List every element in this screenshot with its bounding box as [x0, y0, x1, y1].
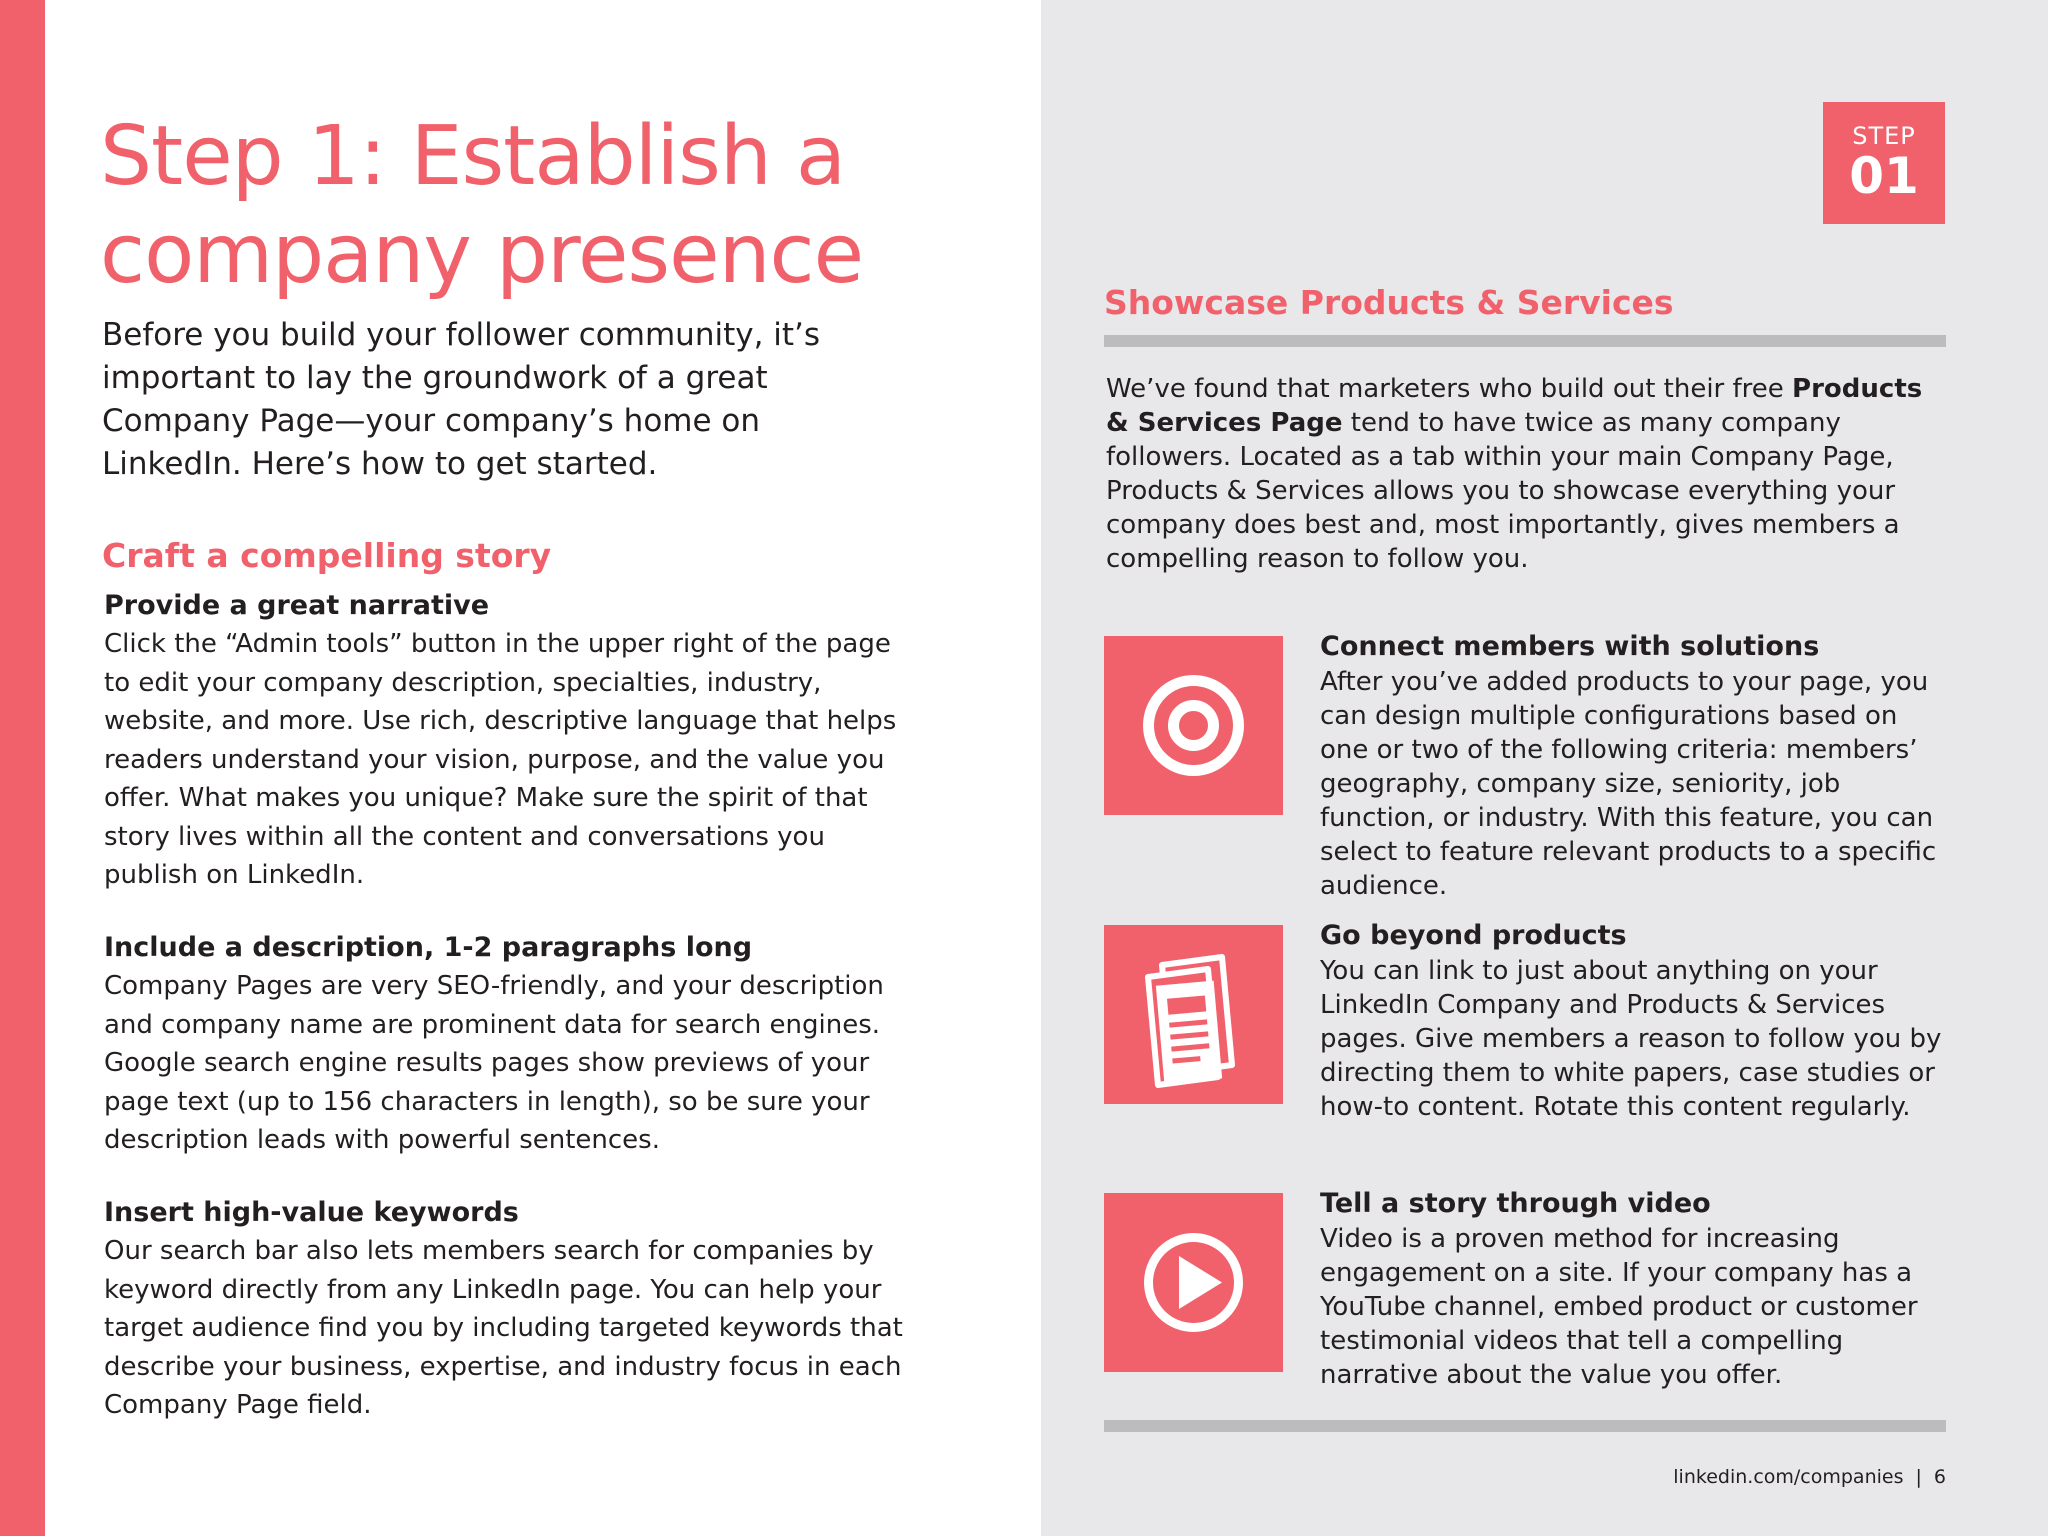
- block-body: Click the “Admin tools” button in the upper right of the page to edit your company description, specialties, industry, website, and more. Use rich, descriptive language that helps readers understand your vision, purpose, and the value you offer. What makes you unique? Make sure the spirit of that story lives within all the content and conversations you publish on LinkedIn.: [104, 629, 897, 890]
- play-icon: [1104, 1193, 1283, 1372]
- intro-paragraph: Before you build your follower community, it’s important to lay the groundwork of a great Company Page—your company’s home on LinkedIn. Here’s how to get started.: [102, 317, 821, 482]
- bottom-divider: [1104, 1420, 1946, 1432]
- documents-icon: [1104, 925, 1283, 1104]
- intro-text-start: We’ve found that marketers who build out their free: [1106, 374, 1793, 404]
- feature-heading: Connect members with solutions: [1320, 631, 1820, 662]
- intro-text-bold: Products & Services Page: [1106, 374, 1923, 438]
- target-icon: [1104, 636, 1283, 815]
- footer-separator: |: [1915, 1466, 1922, 1488]
- feature-video-story: [1320, 1186, 1950, 1392]
- page-title: Step 1: Establish a company presence: [100, 109, 864, 302]
- feature-heading: Tell a story through video: [1320, 1188, 1711, 1219]
- block-body: Company Pages are very SEO-friendly, and your description and company name are prominent data for search engines. Google search engine results pages show previews of your page text (up to 156 characters in length), so be sure your description leads with powerful sentences.: [104, 971, 884, 1155]
- description-block: [104, 929, 904, 1160]
- top-divider: [1104, 335, 1946, 347]
- block-heading: Include a description, 1-2 paragraphs long: [104, 932, 753, 963]
- step-badge: [1823, 102, 1945, 224]
- narrative-block: [104, 587, 904, 895]
- page-footer: [1673, 1466, 1946, 1488]
- block-body: Our search bar also lets members search for companies by keyword directly from any LinkedIn page. You can help your target audience find you by including targeted keywords that describe your business, expertise, and industry focus in each Company Page field.: [104, 1236, 903, 1420]
- keywords-block: [104, 1194, 904, 1425]
- feature-body: You can link to just about anything on your LinkedIn Company and Products & Services pages. Give members a reason to follow you by directing them to white papers, case studies or how-to content. Rotate this content regularly.: [1320, 956, 1942, 1122]
- block-heading: Provide a great narrative: [104, 590, 490, 621]
- footer-url: linkedin.com/companies: [1673, 1466, 1904, 1488]
- accent-bar: [0, 0, 45, 1536]
- step-number: 01: [1849, 147, 1919, 205]
- feature-body: Video is a proven method for increasing engagement on a site. If your company has a YouTube channel, embed product or customer testimonial videos that tell a compelling narrative about the value you offer.: [1320, 1224, 1918, 1390]
- feature-heading: Go beyond products: [1320, 920, 1627, 951]
- intro-text-end: tend to have twice as many company followers. Located as a tab within your main Company Page, Products & Services allows you to showcase everything your company does best and, most importantly, gives members a compelling reason to follow you.: [1106, 408, 1900, 574]
- section-heading: Craft a compelling story: [102, 536, 552, 575]
- feature-body: After you’ve added products to your page, you can design multiple configurations based on one or two of the following criteria: members’ geography, company size, seniority, job function, or industry. With this feature, you can select to feature relevant products to a specific audience.: [1320, 667, 1937, 901]
- page-number: 6: [1933, 1466, 1946, 1488]
- products-services-intro: [1106, 372, 1946, 576]
- products-services-heading: Showcase Products & Services: [1104, 283, 1674, 322]
- block-heading: Insert high-value keywords: [104, 1197, 519, 1228]
- step-label: STEP: [1852, 122, 1916, 150]
- feature-beyond-products: [1320, 918, 1950, 1124]
- feature-connect-members: [1320, 629, 1950, 903]
